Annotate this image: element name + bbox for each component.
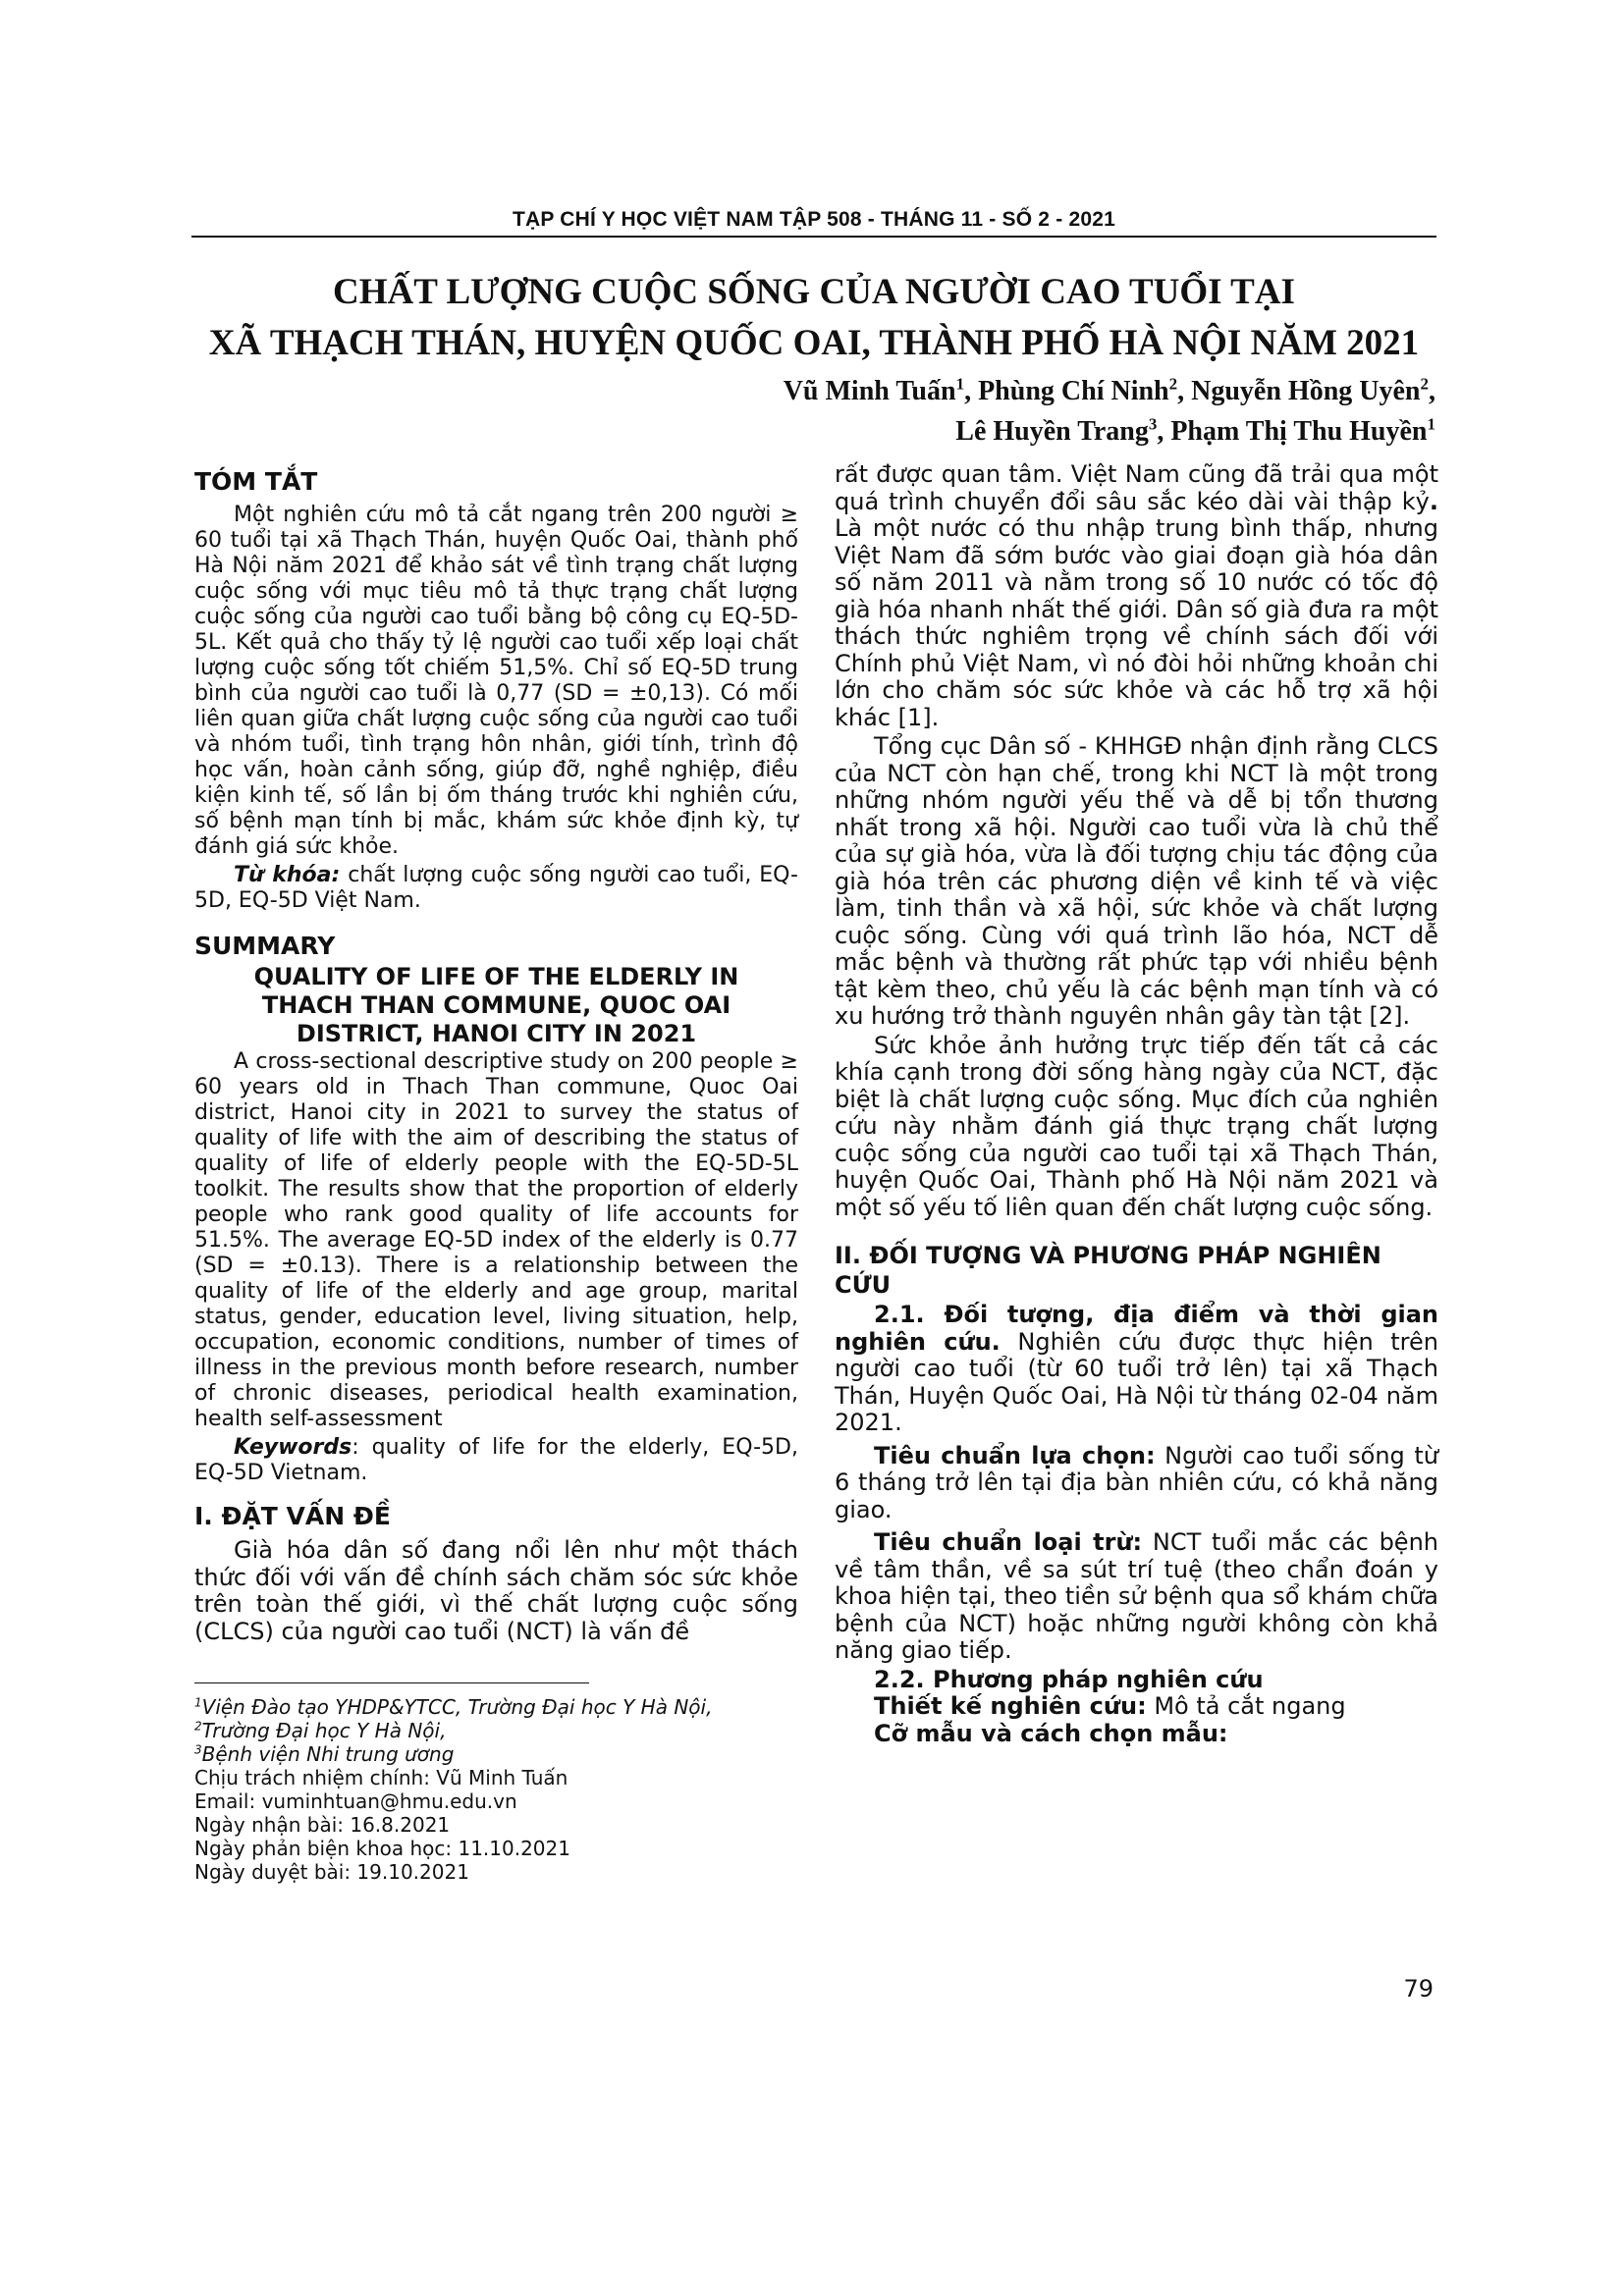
paragraph-text-bold: . bbox=[1429, 487, 1438, 515]
author-email: Email: vuminhtuan@hmu.edu.vn bbox=[194, 1789, 517, 1813]
summary-keywords-text: : quality of life for the elderly, EQ-5D, EQ-5D Vietnam. bbox=[194, 1435, 798, 1485]
affiliation-1 bbox=[194, 1695, 798, 1719]
study-design-text: Mô tả cắt ngang bbox=[1146, 1692, 1346, 1720]
author-separator: , bbox=[1429, 376, 1435, 406]
right-column bbox=[835, 461, 1438, 1747]
paragraph-text: rất được quan tâm. Việt Nam cũng đã trải qua một quá trình chuyển đổi sâu sắc kéo dài vài thập kỷ bbox=[835, 460, 1438, 515]
running-header: TẠP CHÍ Y HỌC VIỆT NAM TẬP 508 - THÁNG 11 - SỐ 2 - 2021 bbox=[513, 208, 1115, 231]
author-name: Nguyễn Hồng Uyên bbox=[1191, 376, 1421, 406]
keywords-text: chất lượng cuộc sống người cao tuổi, EQ-5D, EQ-5D Việt Nam. bbox=[194, 863, 798, 913]
page-number: 79 bbox=[1403, 1975, 1434, 2002]
abstract-heading: TÓM TẮT bbox=[194, 467, 318, 496]
sample-size bbox=[835, 1721, 1438, 1748]
section-2-1-text: Nghiên cứu được thực hiện trên người cao tuổi (từ 60 tuổi trở lên) tại xã Thạch Thán, Huyện Quốc Oai, Hà Nội từ tháng 02-04 năm 2021. bbox=[835, 1327, 1439, 1436]
study-design bbox=[835, 1693, 1438, 1721]
author-list bbox=[454, 371, 1435, 452]
date-received: Ngày nhận bài: 16.8.2021 bbox=[194, 1813, 451, 1837]
section-2-1 bbox=[835, 1302, 1438, 1437]
paragraph-text: Là một nước có thu nhập trung bình thấp, nhưng Việt Nam đã sớm bước vào giai đoạn già hóa dân số năm 2011 và nằm trong số 10 nước có tốc độ già hóa nhanh nhất thế giới. Dân số già đưa ra một thách thức nghiêm trọng về chính sách đối với Chính phủ Việt Nam, vì nó đòi hỏi những khoản chi lớn cho chăm sóc sức khỏe và các hỗ trợ xã hội khác [1]. bbox=[835, 514, 1438, 731]
section-2-2-heading bbox=[835, 1667, 1438, 1694]
author-affiliation-mark: 2 bbox=[1168, 374, 1178, 394]
exclusion-text: NCT tuổi mắc các bệnh về tâm thần, về sa sút trí tuệ (theo chẩn đoán y khoa hiện tại, theo tiền sử bệnh qua sổ khám chữa bệnh của NCT) hoặc những người không còn khả năng giao tiếp. bbox=[835, 1528, 1438, 1664]
summary-text: A cross-sectional descriptive study on 200 people ≥ 60 years old in Thach Than commune, Quoc Oai district, Hanoi city in 2021 to survey the status of quality of life with the aim of describing the status of quality of life of elderly people with the EQ-5D-5L toolkit. The results show that the proportion of elderly people who rank good quality of life accounts for 51.5%. The average EQ-5D index of the elderly is 0.77 (SD = ±0.13). There is a relationship between the quality of life of the elderly and age group, marital status, gender, education level, living situation, help, occupation, economic conditions, number of times of illness in the previous month before research, number of chronic diseases, periodical health examination, health self-assessment bbox=[194, 1049, 798, 1431]
title-line-2: XÃ THẠCH THÁN, HUYỆN QUỐC OAI, THÀNH PHỐ HÀ NỘI NĂM 2021 bbox=[208, 323, 1420, 363]
abstract-text: Một nghiên cứu mô tả cắt ngang trên 200 người ≥ 60 tuổi tại xã Thạch Thán, huyện Quốc Oai, thành phố Hà Nội năm 2021 để khảo sát về tình trạng chất lượng cuộc sống với mục tiêu mô tả thực trạng chất lượng cuộc sống của người cao tuổi bằng bộ công cụ EQ-5D-5L. Kết quả cho thấy tỷ lệ người cao tuổi xếp loại chất lượng cuộc sống tốt chiếm 51,5%. Chỉ số EQ-5D trung bình của người cao tuổi là 0,77 (SD = ±0,13). Có mối liên quan giữa chất lượng cuộc sống của người cao tuổi và nhóm tuổi, tình trạng hôn nhân, giới tính, trình độ học vấn, hoàn cảnh sống, giúp đỡ, nghề nghiệp, điều kiện kinh tế, số lần bị ốm tháng trước khi nghiên cứu, số bệnh mạn tính bị mắc, khám sức khỏe định kỳ, tự đánh giá sức khỏe. bbox=[194, 503, 798, 859]
section-1-paragraph-1: Già hóa dân số đang nổi lên như một thách thức đối với vấn đề chính sách chăm sóc sức khỏe trên toàn thế giới, vì thế chất lượng cuộc sống (CLCS) của người cao tuổi (NCT) là vấn đề bbox=[194, 1536, 798, 1645]
exclusion-label: Tiêu chuẩn loại trừ: bbox=[874, 1528, 1143, 1556]
section-1-paragraph-3: Sức khỏe ảnh hưởng trực tiếp đến tất cả các khía cạnh trong đời sống hàng ngày của NCT, đặc biệt là chất lượng cuộc sống. Mục đích của nghiên cứu này nhằm đánh giá thực trạng chất lượng cuộc sống của người cao tuổi tại xã Thạch Thán, huyện Quốc Oai, Thành phố Hà Nội năm 2021 và một số yếu tố liên quan đến chất lượng cuộc sống. bbox=[835, 1031, 1438, 1221]
header-rule bbox=[191, 236, 1436, 238]
inclusion-text: Người cao tuổi sống từ 6 tháng trở lên tại địa bàn nhiên cứu, có khả năng giao. bbox=[835, 1441, 1438, 1523]
author-separator: , bbox=[1157, 416, 1171, 447]
inclusion-criteria bbox=[835, 1443, 1438, 1524]
date-reviewed: Ngày phản biện khoa học: 11.10.2021 bbox=[194, 1837, 570, 1860]
footnote-rule bbox=[194, 1682, 589, 1683]
affiliation-2-text: Trường Đại học Y Hà Nội, bbox=[201, 1719, 447, 1742]
section-2-1-label: 2.1. Đối tượng, địa điểm và thời gian nghiên cứu. bbox=[835, 1301, 1438, 1356]
affiliation-mark: 1 bbox=[194, 1695, 202, 1710]
author-name: Vũ Minh Tuấn bbox=[783, 376, 956, 406]
section-2-2-label: 2.2. Phương pháp nghiên cứu bbox=[874, 1665, 1264, 1693]
title-line-1: CHẤT LƯỢNG CUỘC SỐNG CỦA NGƯỜI CAO TUỔI TẠI bbox=[333, 272, 1295, 312]
date-accepted: Ngày duyệt bài: 19.10.2021 bbox=[194, 1860, 469, 1884]
author-affiliation-mark: 2 bbox=[1420, 374, 1429, 394]
affiliation-mark: 2 bbox=[194, 1719, 202, 1734]
section-1-paragraph-2: Tổng cục Dân số - KHHGĐ nhận định rằng CLCS của NCT còn hạn chế, trong khi NCT là một trong những nhóm người yếu thế và dễ bị tổn thương nhất trong xã hội. Người cao tuổi vừa là chủ thể của sự già hóa, vừa là đối tượng chịu tác động của già hóa trên các phương diện về kinh tế và việc làm, tinh thần và xã hội, sức khỏe và chất lượng cuộc sống. Cùng với quá trình lão hóa, NCT dễ mắc bệnh và thường rất phức tạp với nhiều bệnh tật kèm theo, chủ yếu là các bệnh mạn tính và có xu hướng trở thành nguyên nhân gây tàn tật [2]. bbox=[835, 732, 1438, 1030]
footnotes bbox=[194, 1695, 798, 1884]
summary-title-line-1: QUALITY OF LIFE OF THE ELDERLY IN bbox=[253, 963, 739, 990]
affiliation-mark: 3 bbox=[194, 1742, 202, 1757]
section-2-heading: II. ĐỐI TƯỢNG VÀ PHƯƠNG PHÁP NGHIÊN CỨU bbox=[835, 1242, 1381, 1299]
author-name: Phạm Thị Thu Huyền bbox=[1170, 416, 1428, 447]
affiliation-2 bbox=[194, 1719, 798, 1742]
author-affiliation-mark: 3 bbox=[1148, 414, 1158, 434]
summary-heading: SUMMARY bbox=[194, 932, 336, 960]
summary-title-line-2: THACH THAN COMMUNE, QUOC OAI bbox=[261, 991, 731, 1019]
author-separator: , bbox=[1177, 376, 1192, 406]
article-title bbox=[191, 267, 1436, 369]
author-separator: , bbox=[964, 376, 979, 406]
author-affiliation-mark: 1 bbox=[955, 374, 965, 394]
keywords-label: Từ khóa: bbox=[234, 863, 341, 887]
responsible-author: Chịu trách nhiệm chính: Vũ Minh Tuấn bbox=[194, 1766, 568, 1789]
author-affiliation-mark: 1 bbox=[1427, 414, 1435, 434]
summary-title bbox=[194, 963, 798, 1048]
left-column bbox=[194, 461, 798, 1884]
section-1-paragraph-1-continued bbox=[835, 461, 1438, 731]
section-1-heading: I. ĐẶT VẤN ĐỀ bbox=[194, 1502, 391, 1530]
summary-title-line-3: DISTRICT, HANOI CITY IN 2021 bbox=[296, 1020, 697, 1047]
abstract-keywords bbox=[194, 863, 798, 914]
author-name: Lê Huyền Trang bbox=[955, 416, 1149, 447]
inclusion-label: Tiêu chuẩn lựa chọn: bbox=[874, 1441, 1156, 1469]
exclusion-criteria bbox=[835, 1529, 1438, 1665]
summary-keywords bbox=[194, 1435, 798, 1486]
affiliation-1-text: Viện Đào tạo YHDP&YTCC, Trường Đại học Y Hà Nội, bbox=[201, 1695, 713, 1719]
summary-keywords-label: Keywords bbox=[234, 1435, 352, 1460]
affiliation-3 bbox=[194, 1742, 798, 1766]
affiliation-3-text: Bệnh viện Nhi trung ương bbox=[201, 1742, 455, 1766]
author-name: Phùng Chí Ninh bbox=[978, 376, 1169, 406]
study-design-label: Thiết kế nghiên cứu: bbox=[874, 1692, 1147, 1720]
sample-size-label: Cỡ mẫu và cách chọn mẫu: bbox=[874, 1719, 1228, 1747]
